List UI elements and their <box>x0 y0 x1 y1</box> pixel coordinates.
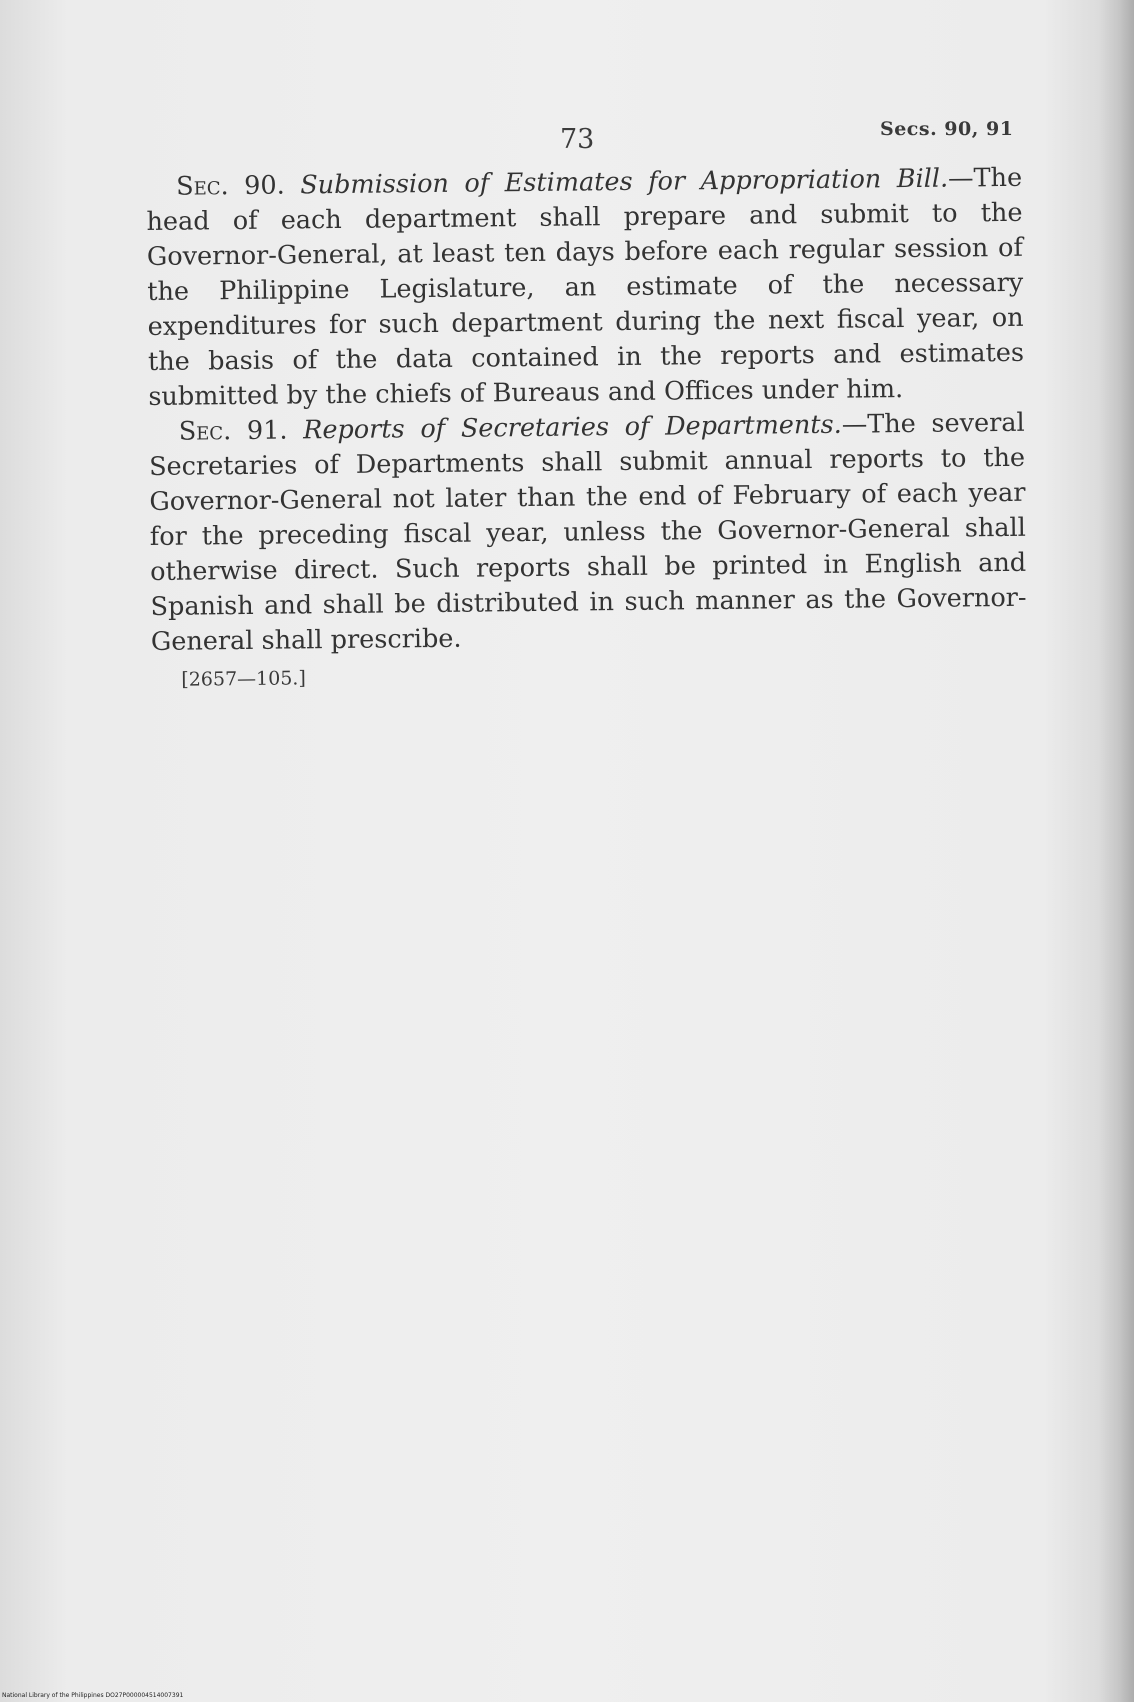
section-91-text: —The several Secretaries of Departments shall submit annual reports to the Governor-General not later than the end of February of each year for the preceding fiscal year, unless the Governor-General shall otherwise direct. Such reports shall be printed in English and Spanish and shall be distributed in such manner as the Governor-General shall prescribe. <box>148 407 1027 657</box>
section-91-paragraph <box>149 406 1028 660</box>
section-90-label: Sec. 90. <box>176 170 285 202</box>
page-edge-shadow <box>1098 0 1134 1702</box>
library-stamp: National Library of the Philippines DO27P000004514007391 <box>2 1692 184 1699</box>
page-body <box>146 161 1027 694</box>
section-90-title: Submission of Estimates for Appropriation Bill. <box>300 163 949 201</box>
section-91-label: Sec. 91. <box>178 415 288 447</box>
page-number: 73 <box>560 124 595 155</box>
source-citation: [2657—105.] <box>181 667 306 691</box>
running-header-sections: Secs. 90, 91 <box>880 118 1014 140</box>
section-90-paragraph <box>146 161 1025 415</box>
section-91-title: Reports of Secretaries of Departments. <box>303 409 842 446</box>
section-90-text: —The head of each department shall prepare and submit to the Governor-General, at least ten days before each regular session of the Philippine Legislature, an estimate of the necessary expenditures for such department during the next fiscal year, on the basis of the data contained in the reports and estimates submitted by the chiefs of Bureaus and Offices under him. <box>146 162 1025 412</box>
